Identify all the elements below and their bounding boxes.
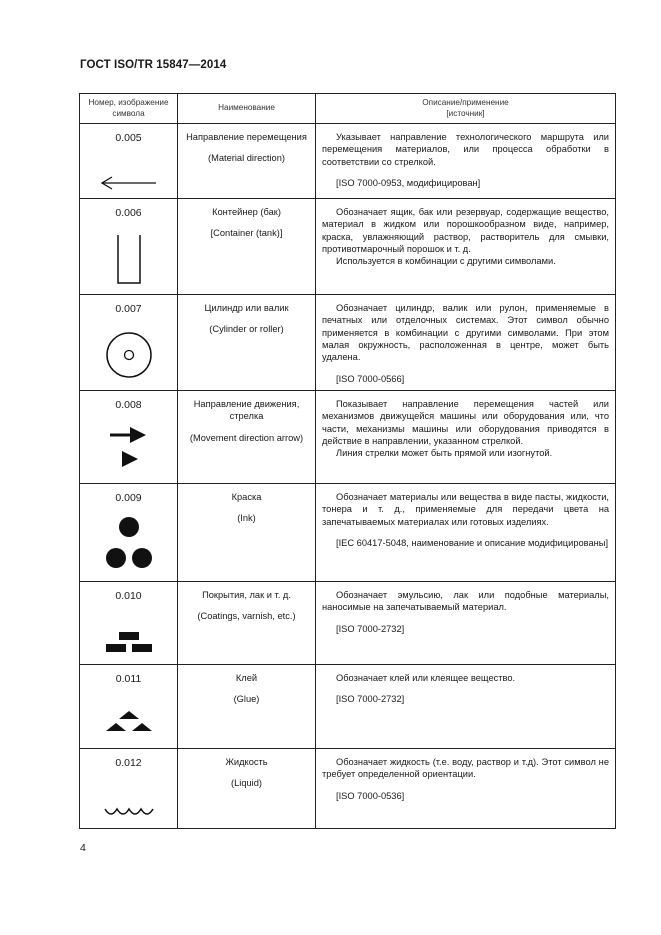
symbol-number: 0.010: [115, 590, 142, 602]
document-title: ГОСТ ISO/TR 15847—2014: [80, 59, 227, 71]
description-text: Обозначает цилиндр, валик или рулон, применяемые в печатных или отделочных системах. Этот символ обычно применяется в комбинации с другими символами. При этом малая окружность, расположенная в центре, может быть удалена.: [322, 303, 609, 363]
description-cell: [316, 665, 616, 749]
symbol-name-ru: Цилиндр или валик: [204, 303, 289, 313]
source-text: [ISO 7000-0566]: [336, 373, 405, 384]
symbol-name-en: (Glue): [233, 694, 260, 705]
name-cell: [178, 665, 316, 749]
symbol-name-ru: Жидкость: [225, 757, 268, 767]
symbol-number: 0.009: [115, 492, 142, 504]
symbol-name-ru: Краска: [231, 492, 262, 502]
description-cell: [316, 124, 616, 199]
symbol-name-ru: Покрытия, лак и т. д.: [202, 590, 291, 600]
liquid-icon: [94, 779, 164, 827]
table-row: [80, 665, 616, 749]
source-text: [IEC 60417-5048, наименование и описание модифицированы]: [336, 538, 609, 549]
table-row: [80, 582, 616, 665]
glue-icon: [94, 695, 164, 745]
number-cell: [80, 749, 178, 829]
symbol-name-ru: Направление перемещения: [186, 132, 307, 142]
table-row: [80, 484, 616, 582]
symbols-table: [79, 93, 616, 829]
symbol-name-en: (Movement direction arrow): [189, 432, 304, 443]
symbol-name-en: [Container (tank)]: [210, 228, 283, 239]
description-text: Обозначает эмульсию, лак или подобные материалы, наносимые на запечатываемый материал.: [322, 590, 609, 613]
description-cell: [316, 295, 616, 391]
description-text: Используется в комбинации с другими символами.: [336, 256, 556, 267]
source-text: [ISO 7000-2732]: [336, 623, 405, 634]
number-cell: [80, 124, 178, 199]
description-cell: [316, 391, 616, 484]
ink-icon: [94, 510, 164, 576]
table-row: [80, 295, 616, 391]
description-text: Показывает направление перемещения частей или механизмов движущейся машины или оборудования или, что части, механизмы машины или оборудования приводятся в действие в направлении, указанном стрелкой.: [322, 399, 609, 447]
symbol-number: 0.008: [115, 399, 142, 411]
symbol-name-ru: Направление движения, стрелка: [193, 399, 300, 422]
name-cell: [178, 199, 316, 295]
cylinder-roller-icon: [94, 325, 164, 385]
source-text: [ISO 7000-0536]: [336, 790, 405, 801]
symbol-name-en: (Liquid): [230, 778, 262, 789]
symbol-name-ru: Клей: [235, 673, 258, 683]
container-tank-icon: [94, 229, 164, 289]
description-text: Обозначает ящик, бак или резервуар, содержащие вещество, материал в жидком или порошкообразном виде, например, краска, увлажняющий раствор, растворитель для смывки, противотмарочный порошок и т. д.: [322, 207, 609, 255]
coatings-varnish-icon: [94, 612, 164, 662]
table-header-row: [80, 94, 616, 124]
number-cell: [80, 199, 178, 295]
number-cell: [80, 484, 178, 582]
source-text: [ISO 7000-0953, модифицирован]: [336, 178, 481, 189]
symbol-number: 0.006: [115, 207, 142, 219]
description-text: Обозначает жидкость (т.е. воду, раствор и т.д). Этот символ не требует определенной ориентации.: [322, 757, 609, 780]
page-number: 4: [80, 842, 86, 854]
number-cell: [80, 582, 178, 665]
material-direction-arrow-icon: [94, 168, 164, 198]
name-cell: [178, 749, 316, 829]
symbol-number: 0.011: [115, 673, 142, 685]
description-text: Линия стрелки может быть прямой или изогнутой.: [336, 448, 553, 459]
name-cell: [178, 124, 316, 199]
table-row: [80, 124, 616, 199]
symbol-name-en: (Coatings, varnish, etc.): [197, 611, 296, 622]
number-cell: [80, 391, 178, 484]
description-cell: [316, 749, 616, 829]
symbol-name-en: (Material direction): [208, 153, 285, 164]
symbol-name-en: (Ink): [237, 513, 256, 524]
number-cell: [80, 295, 178, 391]
header-description: Описание/применение [источник]: [316, 94, 616, 124]
symbol-number: 0.012: [115, 757, 142, 769]
description-text: Обозначает материалы или вещества в виде пасты, жидкости, тонера и т. д., применяемые для передачи цвета на запечатываемых материалах или готовых изделиях.: [322, 492, 609, 527]
description-cell: [316, 582, 616, 665]
name-cell: [178, 295, 316, 391]
name-cell: [178, 582, 316, 665]
symbol-number: 0.007: [115, 303, 142, 315]
description-cell: [316, 484, 616, 582]
description-cell: [316, 199, 616, 295]
symbol-name-ru: Контейнер (бак): [212, 207, 281, 217]
symbol-name-en: (Cylinder or roller): [209, 324, 284, 335]
description-text: Указывает направление технологического маршрута или перемещения материалов, или процесса обработки в соответствии со стрелкой.: [322, 132, 609, 167]
number-cell: [80, 665, 178, 749]
table-row: [80, 199, 616, 295]
source-text: [ISO 7000-2732]: [336, 694, 405, 705]
table-row: [80, 749, 616, 829]
movement-direction-arrow-icon: [94, 419, 164, 477]
table-row: [80, 391, 616, 484]
name-cell: [178, 391, 316, 484]
symbol-number: 0.005: [115, 132, 142, 144]
header-number: Номер, изображение символа: [80, 94, 178, 124]
name-cell: [178, 484, 316, 582]
header-name: Наименование: [178, 94, 316, 124]
description-text: Обозначает клей или клеящее вещество.: [336, 673, 516, 683]
